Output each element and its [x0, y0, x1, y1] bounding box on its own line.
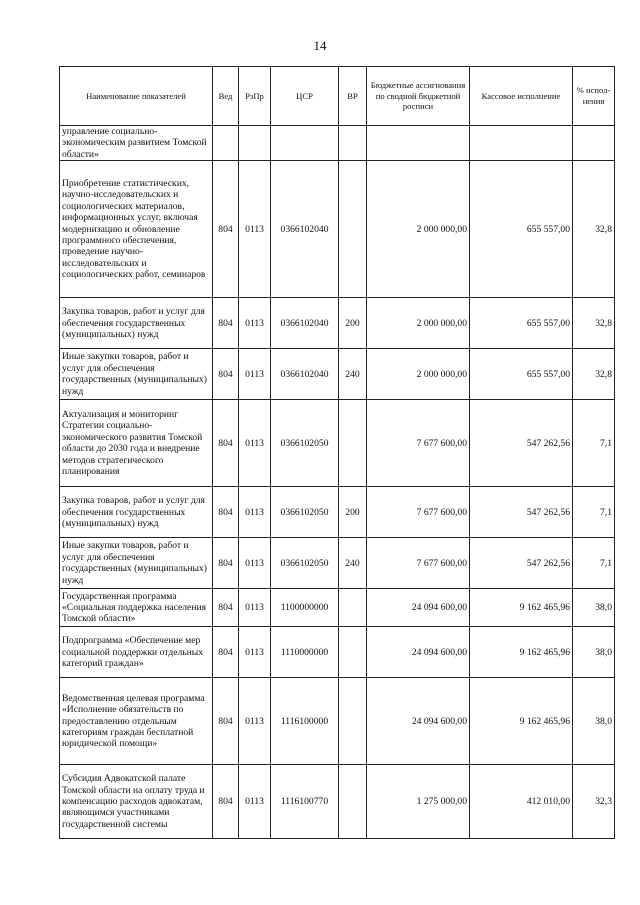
cell-assignments — [367, 126, 470, 161]
cell-csr: 1100000000 — [271, 589, 339, 627]
table-row — [60, 487, 615, 538]
cell-cash-execution: 412 010,00 — [470, 765, 573, 839]
cell-cash-execution: 9 162 465,96 — [470, 678, 573, 765]
cell-vr — [339, 126, 367, 161]
table-row — [60, 589, 615, 627]
cell-ved: 804 — [213, 538, 239, 589]
cell-cash-execution — [470, 126, 573, 161]
table-row — [60, 126, 615, 161]
cell-csr: 0366102050 — [271, 538, 339, 589]
cell-assignments: 24 094 600,00 — [367, 678, 470, 765]
cell-vr: 200 — [339, 298, 367, 349]
cell-assignments: 24 094 600,00 — [367, 627, 470, 678]
cell-name: Приобретение статистических, научно-исследовательских и социологических материалов, информационных услуг, включая модернизацию и обновление программного обеспечения, проведение научно-исследовательских и социологических работ, семинаров — [60, 161, 213, 298]
cell-ved — [213, 126, 239, 161]
cell-vr: 240 — [339, 349, 367, 400]
cell-ved: 804 — [213, 349, 239, 400]
cell-rzpr: 0113 — [239, 538, 271, 589]
table-row — [60, 161, 615, 298]
cell-cash-execution: 547 262,56 — [470, 538, 573, 589]
cell-assignments: 7 677 600,00 — [367, 487, 470, 538]
header-ved: Вед — [213, 67, 239, 126]
cell-assignments: 7 677 600,00 — [367, 538, 470, 589]
cell-rzpr: 0113 — [239, 400, 271, 487]
cell-name: Ведомственная целевая программа «Исполнение обязательств по предоставлению отдельным категориям граждан бесплатной юридической помощи» — [60, 678, 213, 765]
cell-csr: 0366102040 — [271, 298, 339, 349]
cell-percent: 38,0 — [573, 589, 615, 627]
header-vr: ВР — [339, 67, 367, 126]
cell-percent: 7,1 — [573, 538, 615, 589]
cell-csr: 1116100770 — [271, 765, 339, 839]
table-row — [60, 627, 615, 678]
budget-table — [59, 66, 615, 839]
cell-name: управление социально-экономическим развитием Томской области» — [60, 126, 213, 161]
cell-rzpr: 0113 — [239, 298, 271, 349]
header-rzpr: РзПр — [239, 67, 271, 126]
cell-vr — [339, 678, 367, 765]
table-row — [60, 400, 615, 487]
cell-assignments: 2 000 000,00 — [367, 298, 470, 349]
header-cash-execution: Кассовое исполнение — [470, 67, 573, 126]
cell-name: Иные закупки товаров, работ и услуг для обеспечения государственных (муниципальных) нужд — [60, 349, 213, 400]
cell-percent: 7,1 — [573, 487, 615, 538]
cell-percent — [573, 126, 615, 161]
cell-vr: 200 — [339, 487, 367, 538]
table-row — [60, 678, 615, 765]
cell-percent: 38,0 — [573, 678, 615, 765]
table-row — [60, 765, 615, 839]
cell-percent: 32,3 — [573, 765, 615, 839]
cell-name: Иные закупки товаров, работ и услуг для обеспечения государственных (муниципальных) нужд — [60, 538, 213, 589]
cell-percent: 38,0 — [573, 627, 615, 678]
cell-rzpr — [239, 126, 271, 161]
cell-assignments: 2 000 000,00 — [367, 349, 470, 400]
cell-percent: 7,1 — [573, 400, 615, 487]
cell-name: Субсидия Адвокатской палате Томской области на оплату труда и компенсацию расходов адвокатам, являющимся участниками государственной системы — [60, 765, 213, 839]
cell-rzpr: 0113 — [239, 487, 271, 538]
cell-rzpr: 0113 — [239, 161, 271, 298]
cell-ved: 804 — [213, 765, 239, 839]
table-row — [60, 298, 615, 349]
cell-csr: 1110000000 — [271, 627, 339, 678]
cell-csr: 0366102040 — [271, 161, 339, 298]
cell-cash-execution: 547 262,56 — [470, 487, 573, 538]
cell-ved: 804 — [213, 400, 239, 487]
table-row — [60, 349, 615, 400]
header-csr: ЦСР — [271, 67, 339, 126]
cell-cash-execution: 655 557,00 — [470, 298, 573, 349]
cell-rzpr: 0113 — [239, 765, 271, 839]
cell-name: Закупка товаров, работ и услуг для обеспечения государственных (муниципальных) нужд — [60, 487, 213, 538]
cell-cash-execution: 655 557,00 — [470, 349, 573, 400]
header-percent: % испол-нения — [573, 67, 615, 126]
cell-assignments: 24 094 600,00 — [367, 589, 470, 627]
cell-csr: 0366102040 — [271, 349, 339, 400]
cell-cash-execution: 9 162 465,96 — [470, 627, 573, 678]
cell-csr: 0366102050 — [271, 400, 339, 487]
table-row — [60, 538, 615, 589]
cell-cash-execution: 9 162 465,96 — [470, 589, 573, 627]
cell-assignments: 7 677 600,00 — [367, 400, 470, 487]
cell-csr: 0366102050 — [271, 487, 339, 538]
cell-vr — [339, 161, 367, 298]
cell-name: Государственная программа «Социальная поддержка населения Томской области» — [60, 589, 213, 627]
cell-ved: 804 — [213, 161, 239, 298]
cell-vr — [339, 589, 367, 627]
cell-cash-execution: 547 262,56 — [470, 400, 573, 487]
header-name: Наименование показателей — [60, 67, 213, 126]
cell-percent: 32,8 — [573, 349, 615, 400]
cell-ved: 804 — [213, 627, 239, 678]
cell-vr — [339, 627, 367, 678]
cell-ved: 804 — [213, 298, 239, 349]
header-row — [60, 67, 615, 126]
cell-vr — [339, 400, 367, 487]
cell-ved: 804 — [213, 487, 239, 538]
cell-rzpr: 0113 — [239, 678, 271, 765]
cell-percent: 32,8 — [573, 298, 615, 349]
cell-assignments: 2 000 000,00 — [367, 161, 470, 298]
page-number: 14 — [313, 38, 327, 53]
cell-ved: 804 — [213, 589, 239, 627]
cell-csr: 1116100000 — [271, 678, 339, 765]
cell-assignments: 1 275 000,00 — [367, 765, 470, 839]
cell-vr — [339, 765, 367, 839]
cell-rzpr: 0113 — [239, 349, 271, 400]
cell-rzpr: 0113 — [239, 627, 271, 678]
cell-percent: 32,8 — [573, 161, 615, 298]
header-assignments: Бюджетные ассигнования по сводной бюджетной росписи — [367, 67, 470, 126]
cell-ved: 804 — [213, 678, 239, 765]
cell-name: Закупка товаров, работ и услуг для обеспечения государственных (муниципальных) нужд — [60, 298, 213, 349]
cell-rzpr: 0113 — [239, 589, 271, 627]
cell-vr: 240 — [339, 538, 367, 589]
cell-csr — [271, 126, 339, 161]
cell-name: Актуализация и мониторинг Стратегии социально-экономического развития Томской области до 2030 года и внедрение методов стратегического планирования — [60, 400, 213, 487]
cell-name: Подпрограмма «Обеспечение мер социальной поддержки отдельных категорий граждан» — [60, 627, 213, 678]
cell-cash-execution: 655 557,00 — [470, 161, 573, 298]
